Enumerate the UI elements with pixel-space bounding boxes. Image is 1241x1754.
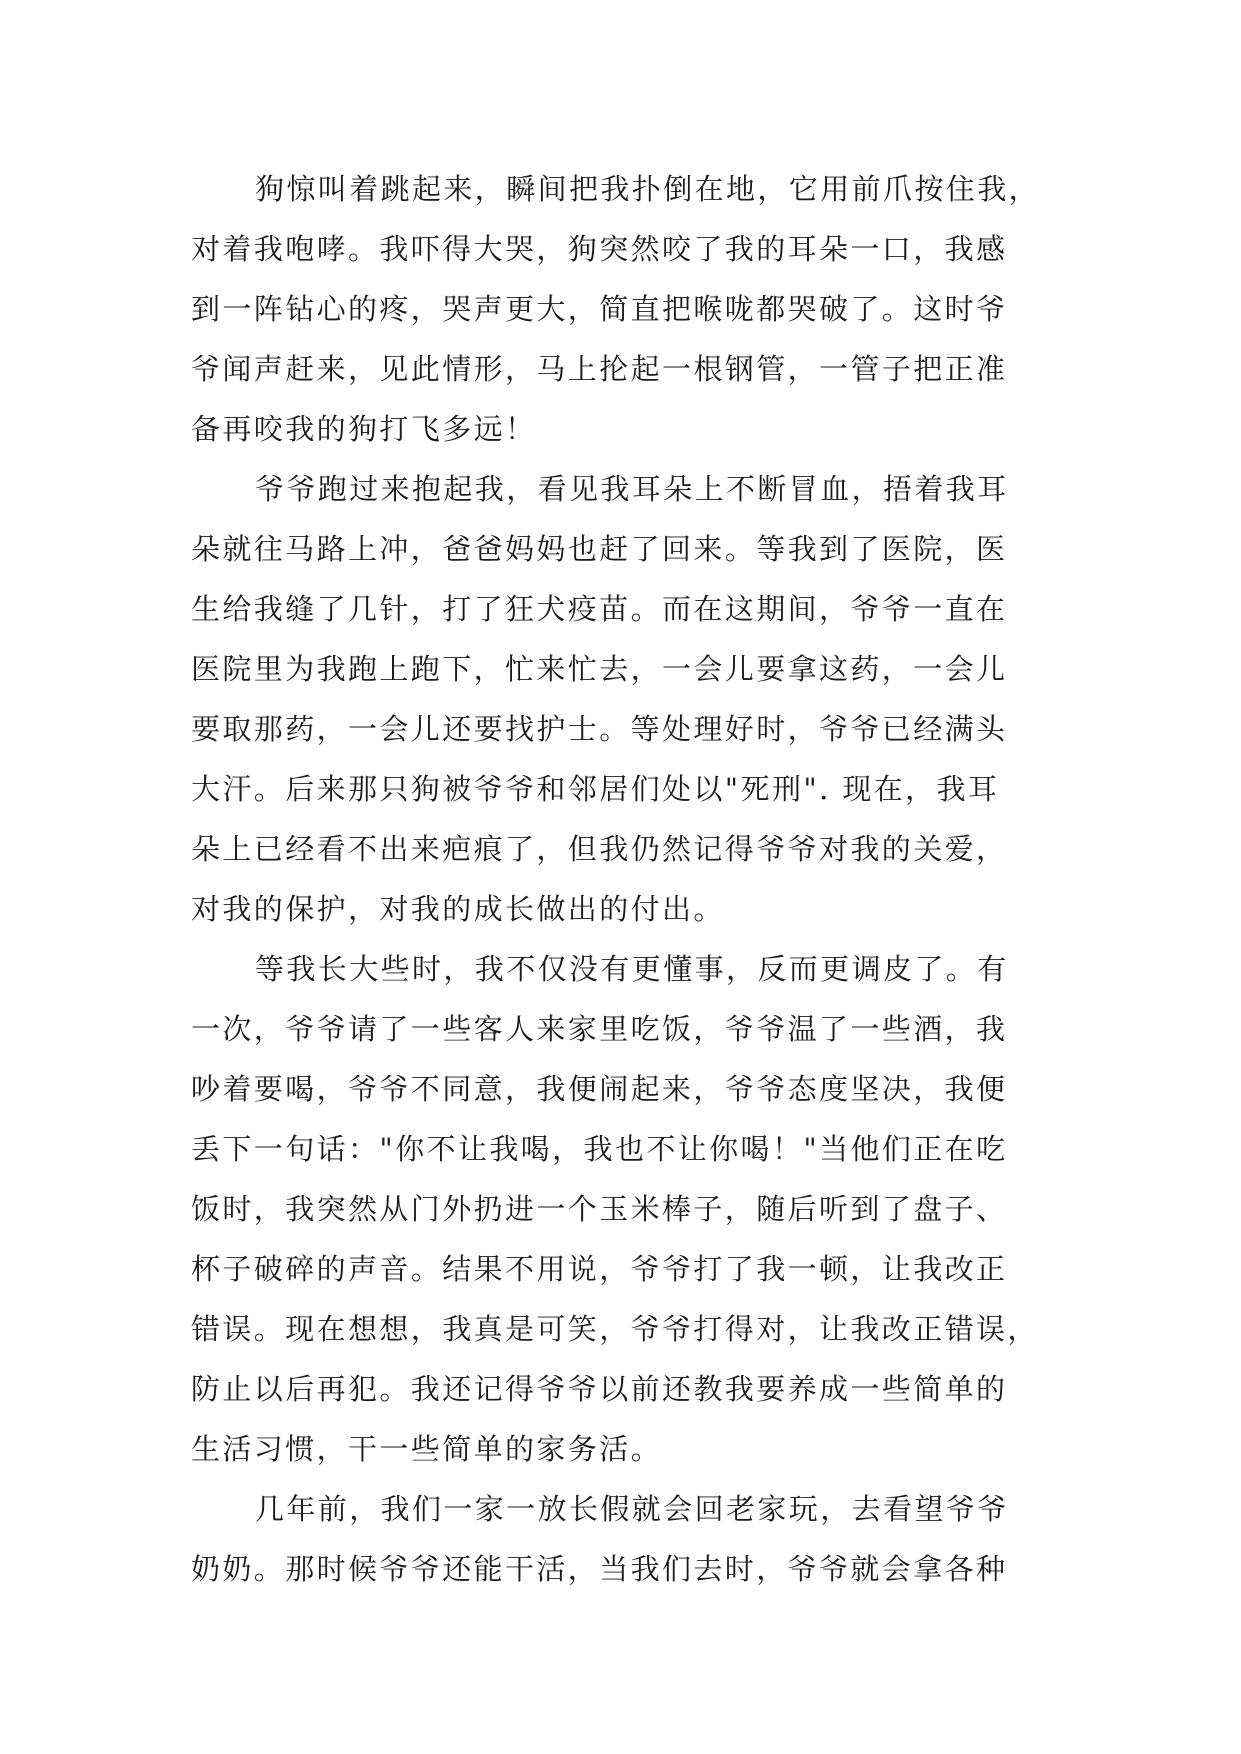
text-line: 狗惊叫着跳起来，瞬间把我扑倒在地，它用前爪按住我， — [255, 172, 1041, 206]
text-line: 等我长大些时，我不仅没有更懂事，反而更调皮了。有 — [255, 952, 1009, 986]
paragraph-2 — [191, 459, 1051, 939]
paragraph-1 — [191, 159, 1051, 459]
text-line: 医院里为我跑上跑下，忙来忙去，一会儿要拿这药，一会儿 — [191, 652, 1008, 686]
text-line: 爷爷跑过来抱起我，看见我耳朵上不断冒血，捂着我耳 — [255, 472, 1009, 506]
text-line: 到一阵钻心的疼，哭声更大，简直把喉咙都哭破了。这时爷 — [191, 292, 1008, 326]
document-body — [191, 159, 1051, 1599]
text-line: 备再咬我的狗打飞多远！ — [191, 412, 537, 446]
text-line: 错误。现在想想，我真是可笑，爷爷打得对，让我改正错误， — [191, 1312, 1039, 1346]
text-line: 生活习惯，干一些简单的家务活。 — [191, 1432, 663, 1466]
text-line: 杯子破碎的声音。结果不用说，爷爷打了我一顿，让我改正 — [191, 1252, 1008, 1286]
text-line: 一次，爷爷请了一些客人来家里吃饭，爷爷温了一些酒，我 — [191, 1012, 1008, 1046]
text-line: 奶奶。那时候爷爷还能干活，当我们去时，爷爷就会拿各种 — [191, 1552, 1008, 1586]
text-line: 几年前，我们一家一放长假就会回老家玩，去看望爷爷 — [255, 1492, 1009, 1526]
text-line: 吵着要喝，爷爷不同意，我便闹起来，爷爷态度坚决，我便 — [191, 1072, 1008, 1106]
text-line: 大汗。后来那只狗被爷爷和邻居们处以"死刑". 现在，我耳 — [191, 772, 1000, 806]
text-line: 丢下一句话："你不让我喝，我也不让你喝！"当他们正在吃 — [191, 1132, 1008, 1166]
text-line: 要取那药，一会儿还要找护士。等处理好时，爷爷已经满头 — [191, 712, 1008, 746]
text-line: 朵就往马路上冲，爸爸妈妈也赶了回来。等我到了医院，医 — [191, 532, 1008, 566]
paragraph-4 — [191, 1479, 1051, 1599]
text-line: 饭时，我突然从门外扔进一个玉米棒子，随后听到了盘子、 — [191, 1192, 1008, 1226]
text-line: 爷闻声赶来，见此情形，马上抡起一根钢管，一管子把正准 — [191, 352, 1008, 386]
paragraph-3 — [191, 939, 1051, 1479]
text-line: 朵上已经看不出来疤痕了，但我仍然记得爷爷对我的关爱， — [191, 832, 1008, 866]
text-line: 对着我咆哮。我吓得大哭，狗突然咬了我的耳朵一口，我感 — [191, 232, 1008, 266]
text-line: 生给我缝了几针，打了狂犬疫苗。而在这期间，爷爷一直在 — [191, 592, 1008, 626]
text-line: 防止以后再犯。我还记得爷爷以前还教我要养成一些简单的 — [191, 1372, 1008, 1406]
text-line: 对我的保护，对我的成长做出的付出。 — [191, 892, 725, 926]
